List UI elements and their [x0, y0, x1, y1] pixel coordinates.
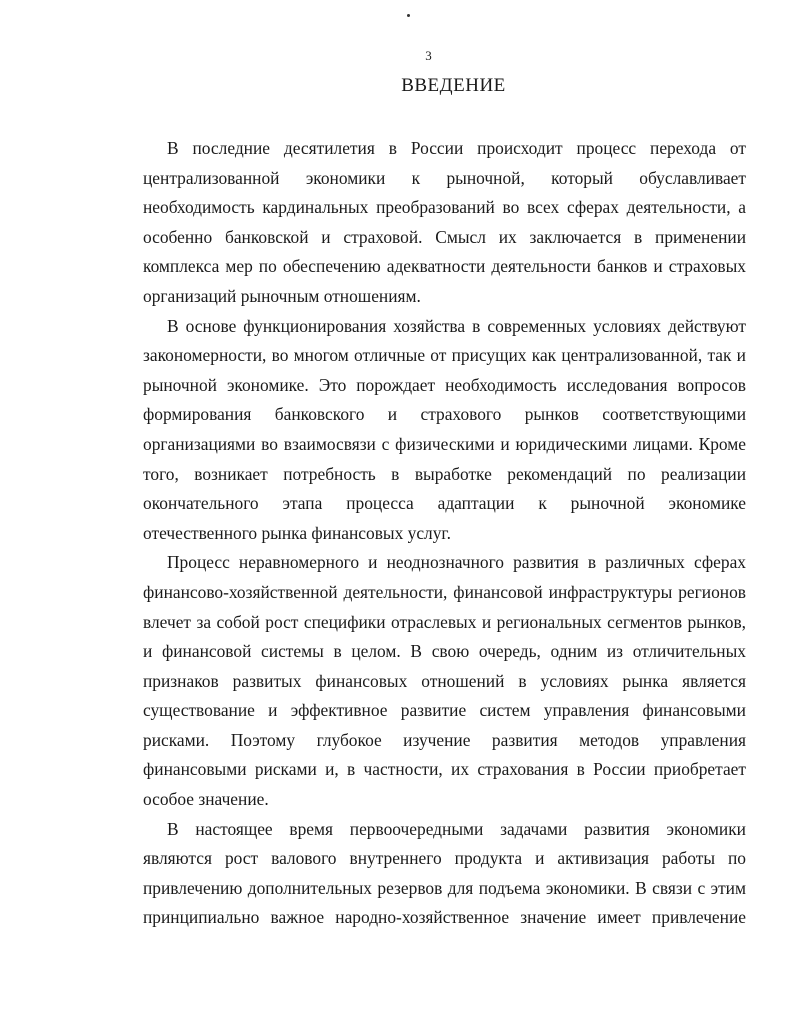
body-text: [143, 134, 746, 933]
page-number: 3: [425, 48, 432, 63]
paragraph-line: В последние десятилетия в России происходит процесс перехода от: [167, 138, 746, 158]
paragraph-1: [143, 134, 746, 312]
paragraph-line: комплекса мер по обеспечению адекватности деятельности банков и страховых: [143, 256, 746, 277]
paragraph-line: Процесс неравномерного и неоднозначного развития в различных сферах: [167, 552, 746, 573]
paragraph-line: того, возникает потребность в выработке рекомендаций по реализации: [143, 463, 746, 484]
paragraph-line: признаков развитых финансовых отношений в условиях рынка является: [143, 670, 746, 691]
paragraph-line: необходимость кардинальных преобразований во всех сферах деятельности, а: [143, 197, 746, 218]
paragraph-4: [143, 815, 746, 933]
page-title: ВВЕДЕНИЕ: [401, 75, 506, 96]
paragraph-line: окончательного этапа процесса адаптации к рыночной экономике: [143, 493, 746, 514]
paragraph-line: привлечению дополнительных резервов для подъема экономики. В связи с этим: [143, 877, 746, 898]
scan-speck: [407, 14, 410, 17]
paragraph-line: влечет за собой рост специфики отраслевых и региональных сегментов рынков,: [143, 611, 746, 632]
paragraph-line: особенно банковской и страховой. Смысл их заключается в применении: [143, 226, 746, 247]
paragraph-line: централизованной экономики к рыночной, который обуславливает: [143, 167, 746, 188]
paragraph-line: закономерности, во многом отличные от присущих как централизованной, так и: [143, 345, 746, 366]
paragraph-line: особое значение.: [143, 789, 269, 810]
paragraph-line: формирования банковского и страхового рынков соответствующими: [143, 404, 746, 425]
paragraph-line: рыночной экономике. Это порождает необходимость исследования вопросов: [143, 374, 746, 395]
paragraph-line: являются рост валового внутреннего продукта и активизация работы по: [143, 848, 746, 869]
paragraph-line: отечественного рынка финансовых услуг.: [143, 522, 451, 543]
paragraph-2: [143, 312, 746, 549]
paragraph-line: рисками. Поэтому глубокое изучение развития методов управления: [143, 729, 746, 750]
paragraph-line: финансово-хозяйственной деятельности, финансовой инфраструктуры регионов: [143, 581, 746, 602]
paragraph-line: и финансовой системы в целом. В свою очередь, одним из отличительных: [143, 641, 746, 662]
paragraph-line: В настоящее время первоочередными задачами развития экономики: [167, 818, 746, 839]
paragraph-line: организаций рыночным отношениям.: [143, 285, 421, 306]
paragraph-3: [143, 548, 746, 814]
paragraph-line: существование и эффективное развитие систем управления финансовыми: [143, 700, 746, 721]
paragraph-line: принципиально важное народно-хозяйственное значение имеет привлечение: [143, 907, 746, 928]
paragraph-line: финансовыми рисками и, в частности, их страхования в России приобретает: [143, 759, 746, 780]
paragraph-line: организациями во взаимосвязи с физическими и юридическими лицами. Кроме: [143, 433, 746, 454]
paragraph-line: В основе функционирования хозяйства в современных условиях действуют: [167, 315, 746, 336]
